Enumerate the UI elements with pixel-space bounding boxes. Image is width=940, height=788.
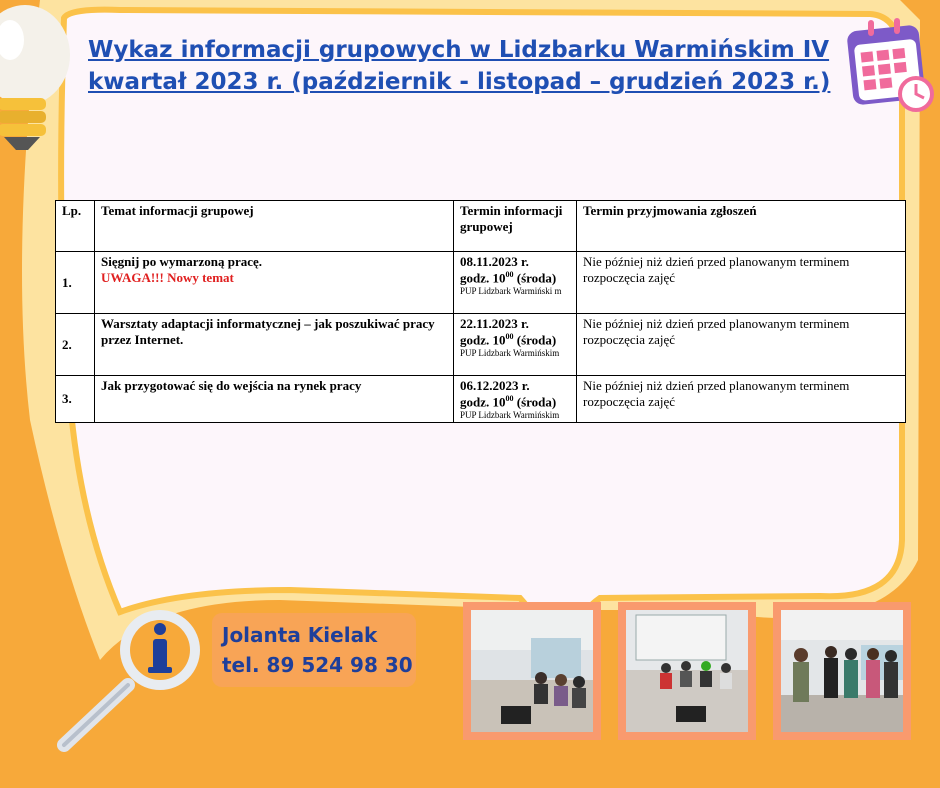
place-text: PUP Lidzbark Warmiński m [460,286,562,297]
page-title: Wykaz informacji grupowych w Lidzbarku Warmińskim IV kwartał 2023 r. (październik - listopad – grudzień 2023 r.) [88,37,831,95]
contact-phone: tel. 89 524 98 30 [222,653,413,677]
lightbulb-icon [0,0,80,155]
row-date [454,252,577,314]
date-text: 22.11.2023 r. [460,316,529,331]
row-date [454,314,577,376]
table-row [56,252,906,314]
place-text: PUP Lidzbark Warmińskim [460,410,560,421]
row-number: 3. [56,376,95,423]
row-topic: Warsztaty adaptacji informatycznej – jak poszukiwać pracy przez Internet. [95,314,454,376]
time-text: godz. $10^{00}$ (środa) [460,270,557,286]
photo-classroom-3 [773,602,911,740]
time-text: godz. $10^{00}$ (środa) [460,332,557,348]
table-row [56,314,906,376]
topic-text: Sięgnij po wymarzoną pracę. [101,254,263,269]
row-number: 1. [56,252,95,314]
row-deadline: Nie później niż dzień przed planowanym terminem rozpoczęcia zajęć [577,314,906,376]
table-row [56,376,906,423]
row-deadline: Nie później niż dzień przed planowanym terminem rozpoczęcia zajęć [577,252,906,314]
row-number: 2. [56,314,95,376]
header-date: Termin informacji grupowej [454,201,577,252]
photo-classroom-2 [618,602,756,740]
info-magnifier-icon [50,605,205,755]
time-text: godz. $10^{00}$ (środa) [460,394,557,410]
date-text: 06.12.2023 r. [460,378,530,393]
row-topic [95,252,454,314]
header-deadline: Termin przyjmowania zgłoszeń [577,201,906,252]
row-topic: Jak przygotować się do wejścia na rynek pracy [95,376,454,423]
contact-box [212,613,416,687]
contact-name: Jolanta Kielak [222,623,378,647]
row-deadline: Nie później niż dzień przed planowanym terminem rozpoczęcia zajęć [577,376,906,423]
date-text: 08.11.2023 r. [460,254,529,269]
header-topic: Temat informacji grupowej [95,201,454,252]
schedule-table [55,200,906,423]
new-topic-note: UWAGA!!! Nowy temat [101,270,234,285]
table-header-row [56,201,906,252]
row-date [454,376,577,423]
place-text: PUP Lidzbark Warmińskim [460,348,560,359]
photo-classroom-1 [463,602,601,740]
header-lp: Lp. [56,201,95,252]
